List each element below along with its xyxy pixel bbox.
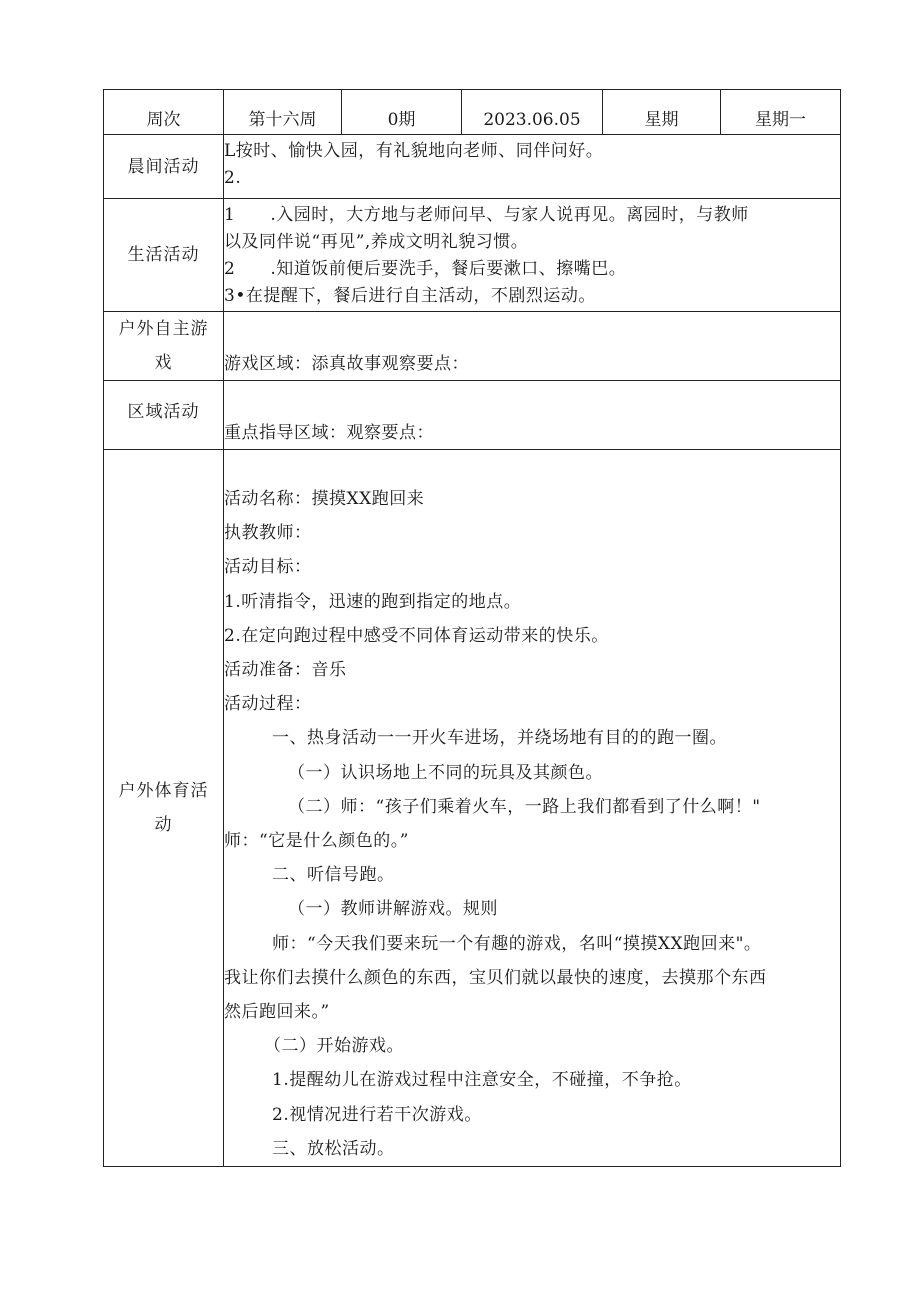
- weekday-label: 星期: [644, 110, 679, 130]
- pe-line: （一）教师讲解游戏。规则: [288, 899, 498, 920]
- week-label: 周次: [146, 110, 181, 130]
- life-line-2: 以及同伴说“再见”,养成文明礼貌习惯。: [224, 232, 529, 252]
- pe-line: 活动目标：: [224, 557, 312, 578]
- pe-line: 三、放松活动。: [272, 1138, 395, 1159]
- pe-line: 我让你们去摸什么颜色的东西，宝贝们就以最快的速度，去摸那个东西: [224, 967, 767, 988]
- pe-line: 2.视情况进行若干次游戏。: [272, 1104, 482, 1125]
- morning-row: [104, 135, 841, 199]
- morning-line-2: 2.: [224, 168, 242, 188]
- life-label: 生活活动: [104, 199, 224, 312]
- outdoor-free-label: [104, 312, 224, 381]
- morning-line-1: L按时、愉快入园，有礼貌地向老师、同伴问好。: [224, 141, 604, 161]
- week-value: 第十六周: [248, 110, 317, 130]
- area-row: [104, 381, 841, 450]
- area-text: 重点指导区域：观察要点：: [224, 423, 434, 443]
- outdoor-free-label-line2: 戏: [154, 353, 173, 373]
- life-content: [224, 199, 841, 312]
- pe-line: 活动过程：: [224, 694, 312, 715]
- pe-line: 一、热身活动一一开火车进场，并绕场地有目的的跑一圈。: [272, 728, 727, 749]
- pe-row: [104, 450, 841, 1167]
- area-content: [224, 381, 841, 450]
- area-label: 区域活动: [104, 381, 224, 450]
- morning-content: [224, 135, 841, 199]
- life-row: [104, 199, 841, 312]
- weekday-value: 星期一: [755, 110, 806, 130]
- life-line-4: 3•在提醒下，餐后进行自主活动，不剧烈运动。: [224, 286, 596, 306]
- outdoor-free-label-line1: 户外自主游: [118, 319, 209, 339]
- pe-line: （二）师：“孩子们乘着火车，一路上我们都看到了什么啊！": [288, 796, 761, 817]
- pe-line: （一）认识场地上不同的玩具及其颜色。: [288, 762, 603, 783]
- outdoor-free-text: 游戏区域：添真故事观察要点：: [224, 354, 469, 374]
- pe-line: 二、听信号跑。: [272, 865, 395, 886]
- pe-line: 师：“它是什么颜色的。”: [224, 831, 409, 852]
- pe-line: 1.听清指令，迅速的跑到指定的地点。: [224, 591, 522, 612]
- date-value: 2023.06.05: [483, 110, 581, 130]
- pe-content: [224, 450, 841, 1167]
- daily-plan-table: [103, 89, 841, 1167]
- outdoor-free-content: [224, 312, 841, 381]
- outdoor-free-row: [104, 312, 841, 381]
- pe-label: [104, 450, 224, 1167]
- morning-label: 晨间活动: [104, 135, 224, 199]
- life-line-3: 2 .知道饭前便后要洗手，餐后要漱口、擦嘴巴。: [224, 259, 627, 279]
- pe-line: （二）开始游戏。: [264, 1036, 404, 1057]
- pe-line: 活动准备：音乐: [224, 660, 347, 681]
- pe-line: 然后跑回来。”: [224, 1002, 330, 1023]
- header-row: [104, 90, 841, 135]
- pe-label-line2: 动: [154, 815, 173, 836]
- pe-line: 2.在定向跑过程中感受不同体育运动带来的快乐。: [224, 625, 609, 646]
- life-line-1: 1 .入园时，大方地与老师问早、与家人说再见。离园时，与教师: [224, 205, 749, 225]
- pe-label-line1: 户外体育活: [118, 781, 209, 802]
- pe-line: 师：“今天我们要来玩一个有趣的游戏，名叫“摸摸XX跑回来"。: [272, 933, 762, 954]
- period-value: 0期: [387, 110, 416, 130]
- pe-line: 活动名称：摸摸XX跑回来: [224, 489, 425, 509]
- pe-line: 执教教师：: [224, 523, 312, 544]
- pe-line: 1.提醒幼儿在游戏过程中注意安全，不碰撞，不争抢。: [272, 1070, 692, 1091]
